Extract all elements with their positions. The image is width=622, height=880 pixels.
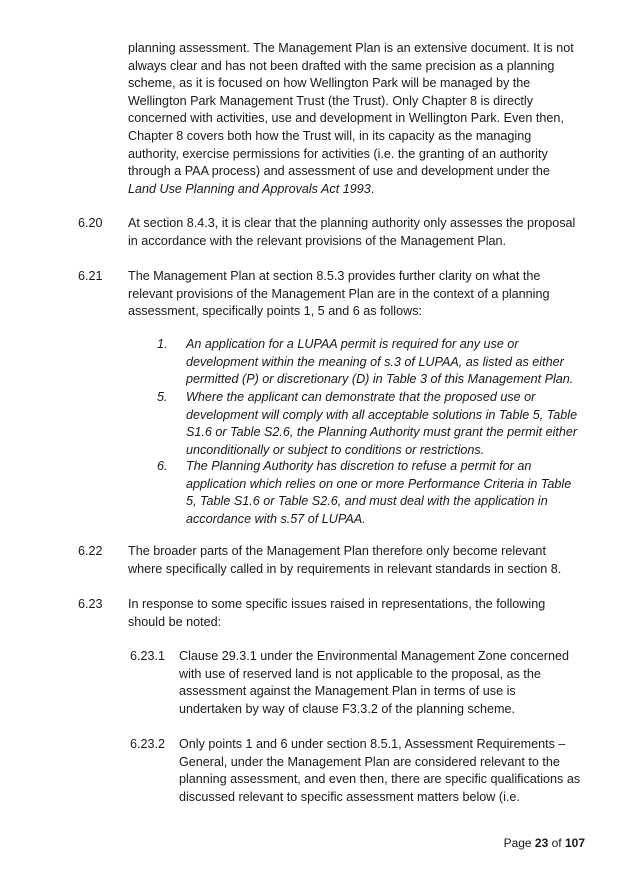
section-text: In response to some specific issues raised in representations, the following should be noted: [128, 597, 546, 629]
section-number: 6.22 [78, 544, 103, 558]
quoted-point-number: 5. [157, 390, 168, 404]
quoted-point-text: An application for a LUPAA permit is required for any use or development within the meaning of s.3 of LUPAA, as listed as either permitted (P) or discretionary (D) in Table 3 of this Management Plan. [186, 337, 574, 387]
total-pages: 107 [564, 836, 585, 850]
subsection-number: 6.23.2 [130, 737, 166, 751]
quoted-point-text: The Planning Authority has discretion to refuse a permit for an application which relies on one or more Performance Criteria in Table 5, Table S1.6 or Table S2.6, and must deal with the application in accordance with s.57 of LUPAA. [186, 459, 572, 526]
subsection-text: Clause 29.3.1 under the Environmental Management Zone concerned with use of reserved land is not applicable to the proposal, as the assessment against the Management Plan in terms of use is undertaken by way of clause F3.3.2 of the planning scheme. [179, 649, 569, 716]
subsection-text: Only points 1 and 6 under section 8.5.1, Assessment Requirements – General, under the Management Plan are considered relevant to the planning assessment, and even then, there are specific qualifications as discussed relevant to specific assessment matters below (i.e. [179, 737, 581, 804]
continuation-end: . [370, 181, 375, 196]
footer-of: of [548, 836, 565, 850]
section-text: At section 8.4.3, it is clear that the planning authority only assesses the proposal in accordance with the relevant provisions of the Management Plan. [128, 216, 576, 248]
continuation-paragraph [128, 40, 580, 198]
section-text: The Management Plan at section 8.5.3 provides further clarity on what the relevant provisions of the Management Plan are in the context of a planning assessment, specifically points 1, 5 and 6 as follows: [128, 269, 550, 319]
quoted-point-number: 1. [157, 337, 168, 351]
act-title: Land Use Planning and Approvals Act 1993 [128, 181, 371, 196]
footer-prefix: Page [503, 836, 535, 850]
continuation-text: planning assessment. The Management Plan is an extensive document. It is not always clear and has not been drafted with the same precision as a planning scheme, as it is focused on how Wellington Park will be managed by the Wellington Park Management Trust (the Trust). Only Chapter 8 is directly concerned with activities, use and development in Wellington Park. Even then, Chapter 8 covers both how the Trust will, in its capacity as the managing authority, exercise permissions for activities (i.e. the granting of an authority through a PAA process) and assessment of use and development under the [128, 41, 574, 179]
section-text: The broader parts of the Management Plan therefore only become relevant where specifically called in by requirements in relevant standards in section 8. [128, 544, 562, 576]
section-number: 6.23 [78, 597, 103, 611]
quoted-point-text: Where the applicant can demonstrate that the proposed use or development will comply with all acceptable solutions in Table 5, Table S1.6 or Table S2.6, the Planning Authority must grant the permit either unconditionally or subject to conditions or restrictions. [186, 390, 578, 457]
section-number: 6.21 [78, 269, 103, 283]
subsection-number: 6.23.1 [130, 649, 166, 663]
page-number-footer [480, 835, 585, 853]
current-page: 23 [534, 836, 549, 850]
section-number: 6.20 [78, 216, 103, 230]
quoted-point-number: 6. [157, 459, 168, 473]
